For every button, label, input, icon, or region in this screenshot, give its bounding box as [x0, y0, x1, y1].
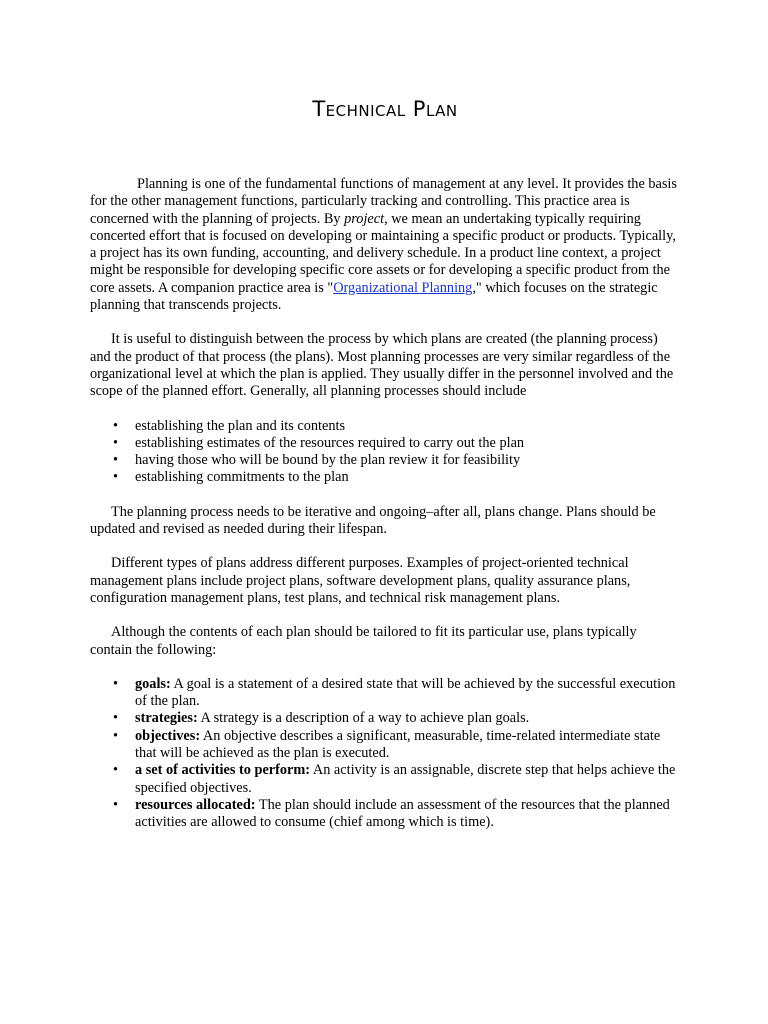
- list-item-text: A strategy is a description of a way to achieve plan goals.: [197, 710, 530, 727]
- organizational-planning-link[interactable]: Organizational Planning: [333, 279, 473, 296]
- list-item-term: goals:: [135, 675, 171, 692]
- list-item: • establishing the plan and its contents: [135, 418, 680, 435]
- list-item: • having those who will be bound by the plan review it for feasibility: [135, 452, 680, 469]
- list-item-term: a set of activities to perform:: [135, 762, 311, 779]
- list-item: • establishing commitments to the plan: [135, 469, 680, 486]
- document-body: [90, 176, 680, 849]
- list-item-text: A goal is a statement of a desired state that will be achieved by the successful execution of the plan.: [135, 675, 676, 710]
- planning-process-list: [90, 418, 680, 487]
- list-item: [135, 797, 680, 832]
- plan-contents-list: [90, 676, 680, 832]
- paragraph-intro: [90, 176, 680, 314]
- list-item-text: An activity is an assignable, discrete step that helps achieve the specified objectives.: [135, 762, 676, 796]
- list-item-term: strategies:: [135, 710, 198, 727]
- list-item-term: resources allocated:: [135, 796, 256, 813]
- list-item-term: objectives:: [135, 727, 201, 744]
- paragraph-iterative: The planning process needs to be iterative and ongoing–after all, plans change. Plans should be updated and revised as needed during their lifespan.: [90, 503, 656, 538]
- paragraph-intro-part-b: , we mean an undertaking typically requiring concerted effort that is focused on developing or maintaining a specific product or products. Typically, a project has its own funding, accounting, and delivery schedule. In a product line context, a project might be responsible for developing specific core assets or for developing a specific product from the core assets. A companion practice area is ": [90, 210, 676, 296]
- list-item: [135, 762, 680, 797]
- list-item-text: The plan should include an assessment of the resources that the planned activities are allowed to consume (chief among which is time).: [135, 796, 670, 831]
- paragraph-intro-part-a: Planning is one of the fundamental functions of management at any level. It provides the basis for the other management functions, particularly tracking and controlling. This practice area is concerned with the planning of projects. By: [90, 176, 677, 227]
- project-emphasis: project: [344, 210, 385, 227]
- paragraph-plan-types: Different types of plans address different purposes. Examples of project-oriented technical management plans include project plans, software development plans, quality assurance plans, configuration management plans, test plans, and technical risk management plans.: [90, 555, 631, 606]
- paragraph-distinguish: It is useful to distinguish between the process by which plans are created (the planning process) and the product of that process (the plans). Most planning processes are very similar regardless of the organizational level at which the plan is applied. They usually differ in the personnel involved and the scope of the planned effort. Generally, all planning processes should include: [90, 331, 674, 400]
- list-item: • establishing estimates of the resources required to carry out the plan: [135, 435, 680, 452]
- list-item: [135, 710, 680, 727]
- paragraph-intro-part-c: ," which focuses on the strategic planning that transcends projects.: [90, 279, 658, 314]
- list-item: [135, 676, 680, 711]
- paragraph-plan-contents: Although the contents of each plan should be tailored to fit its particular use, plans typically contain the following:: [90, 624, 637, 658]
- list-item: [135, 728, 680, 763]
- page-title: Technical Plan: [312, 97, 458, 121]
- list-item-text: An objective describes a significant, measurable, time-related intermediate state that will be achieved as the plan is executed.: [135, 727, 661, 762]
